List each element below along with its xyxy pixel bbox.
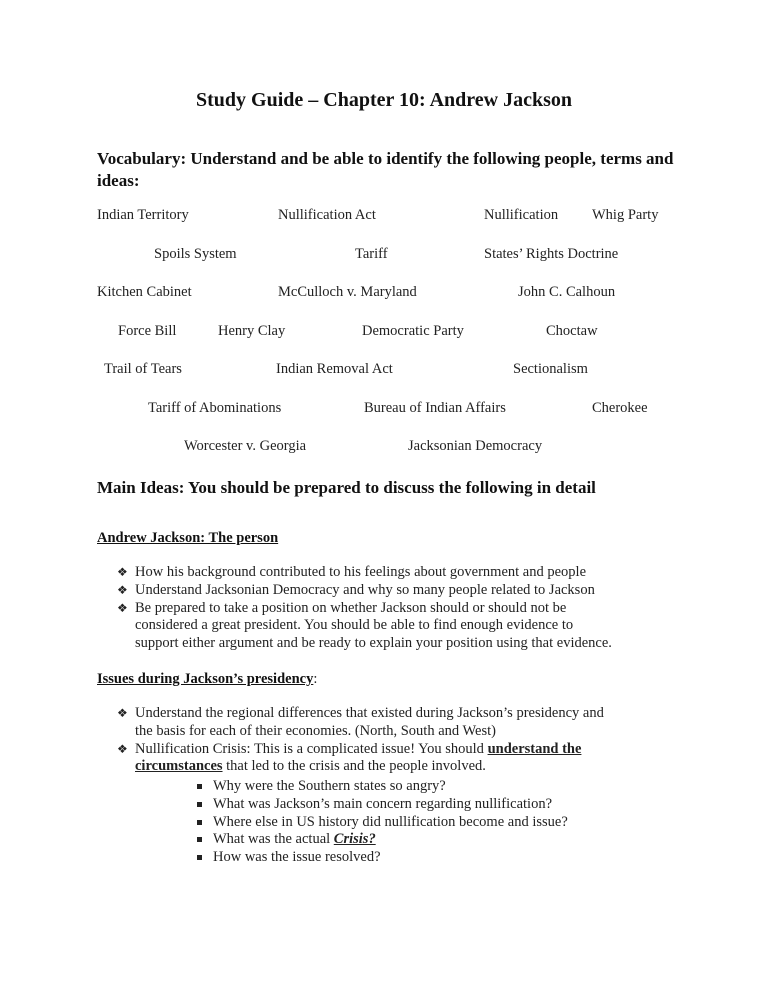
colon: : (313, 671, 318, 687)
diamond-bullet-icon: ❖ (117, 741, 128, 756)
bullet-text: Be prepared to take a position on whether Jackson should or should not be considered a great president. You should be able to find enough evidence to support either argument and be ready to explain your position using that evidence. (135, 599, 612, 652)
bullet-text: What was Jackson’s main concern regarding nullification? (213, 795, 553, 812)
bullet-text: Why were the Southern states so angry? (213, 778, 446, 794)
vocab-term: Nullification (484, 207, 559, 223)
bullet-text: Understand the regional differences that existed during Jackson’s presidency and the basis for each of their economies. (North, South and West) (135, 705, 604, 739)
vocab-term: Choctaw (546, 323, 598, 339)
square-bullet-icon (197, 820, 202, 825)
bullet-text: that led to the crisis and the people involved. (222, 758, 486, 775)
section-heading-person: Andrew Jackson: The person (97, 530, 279, 546)
list-item (197, 796, 568, 814)
vocab-term: Bureau of Indian Affairs (364, 400, 506, 416)
emphasis-text: Crisis? (333, 831, 376, 848)
diamond-bullet-icon: ❖ (117, 565, 128, 579)
vocab-term: States’ Rights Doctrine (484, 246, 619, 262)
list-item (117, 705, 617, 741)
emphasis-text: understand the circumstances (135, 740, 582, 775)
vocab-term: Indian Removal Act (276, 361, 393, 377)
page-title: Study Guide – Chapter 10: Andrew Jackson (196, 89, 572, 111)
person-bullet-list (117, 564, 617, 653)
nullification-sub-list (197, 778, 568, 867)
diamond-bullet-icon: ❖ (117, 600, 128, 615)
square-bullet-icon (197, 802, 202, 807)
section-heading-issues (97, 670, 317, 689)
vocab-term: Jacksonian Democracy (408, 438, 543, 454)
vocab-term: Worcester v. Georgia (184, 438, 307, 454)
square-bullet-icon (197, 855, 202, 860)
bullet-text: What was the actual (213, 831, 334, 848)
vocab-term: Trail of Tears (104, 361, 182, 377)
square-bullet-icon (197, 837, 202, 842)
vocab-term: Whig Party (592, 207, 659, 223)
vocab-term: Force Bill (118, 323, 177, 339)
bullet-text: Understand Jacksonian Democracy and why so many people related to Jackson (135, 581, 595, 598)
vocab-term: Sectionalism (513, 361, 588, 377)
vocabulary-heading: Vocabulary: Understand and be able to identify the following people, terms and ideas: (97, 149, 674, 190)
list-item (117, 741, 617, 777)
issues-heading-text: Issues during Jackson’s presidency (97, 671, 314, 687)
list-item (117, 600, 617, 653)
main-ideas-heading: Main Ideas: You should be prepared to discuss the following in detail (97, 478, 596, 497)
vocab-term: John C. Calhoun (518, 284, 616, 300)
list-item (197, 831, 568, 849)
vocab-term: Kitchen Cabinet (97, 284, 192, 300)
list-item (197, 849, 568, 867)
vocab-term: Cherokee (592, 400, 648, 416)
bullet-text: Nullification Crisis: This is a complicated issue! You should (135, 740, 488, 757)
bullet-text: Where else in US history did nullification become and issue? (213, 813, 568, 830)
vocab-term: Democratic Party (362, 323, 464, 339)
vocab-term: McCulloch v. Maryland (278, 284, 417, 300)
diamond-bullet-icon: ❖ (117, 582, 128, 597)
list-item (117, 564, 617, 582)
vocab-term: Tariff (355, 246, 388, 262)
list-item (197, 778, 568, 796)
list-item (117, 582, 617, 600)
bullet-text: How his background contributed to his feelings about government and people (135, 564, 587, 580)
square-bullet-icon (197, 784, 202, 789)
issues-bullet-list (117, 705, 617, 776)
vocab-term: Henry Clay (218, 323, 286, 339)
vocab-term: Nullification Act (278, 207, 376, 223)
vocab-term: Tariff of Abominations (148, 400, 282, 416)
bullet-text: How was the issue resolved? (213, 849, 381, 866)
list-item (197, 814, 568, 832)
diamond-bullet-icon: ❖ (117, 706, 128, 720)
vocab-term: Spoils System (154, 246, 237, 262)
vocab-term: Indian Territory (97, 207, 189, 223)
